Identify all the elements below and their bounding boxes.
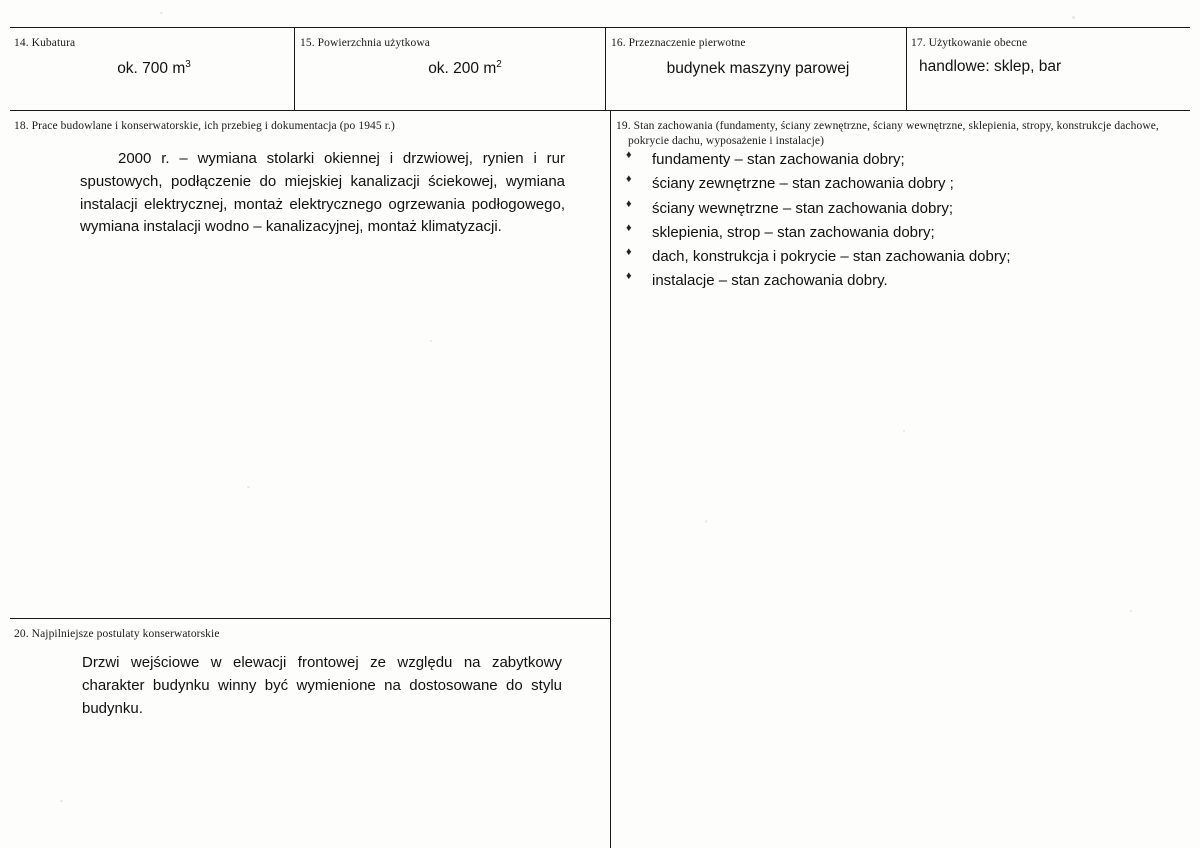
field-18-number: 18. <box>14 120 29 132</box>
divider-left-right-column <box>610 110 611 848</box>
list-item: ♦ instalacje – stan zachowania dobry. <box>616 269 1176 293</box>
field-20-number: 20. <box>14 628 29 640</box>
field-14-value-text: ok. 700 m <box>117 60 186 78</box>
field-17-label-text: Użytkowanie obecne <box>928 37 1028 49</box>
list-item: ♦ dach, konstrukcja i pokrycie – stan zachowania dobry; <box>616 245 1176 269</box>
list-item: ♦ ściany wewnętrzne – stan zachowania dobry; <box>616 197 1176 221</box>
field-15-number: 15. <box>300 37 315 49</box>
field-20-label <box>14 627 574 641</box>
list-item: ♦ sklepienia, strop – stan zachowania dobry; <box>616 221 1176 245</box>
field-17-number: 17. <box>911 37 926 49</box>
field-14-label <box>14 36 75 50</box>
field-18-label-text: Prace budowlane i konserwatorskie, ich przebieg i dokumentacja (po 1945 r.) <box>31 120 395 132</box>
field-19-label-line2: pokrycie dachu, wyposażenie i instalacje) <box>628 134 825 147</box>
field-19-label-line1: Stan zachowania (fundamenty, ściany zewnętrzne, ściany wewnętrzne, sklepienia, stropy, konstrukcje dachowe, <box>633 120 1159 132</box>
field-16-label <box>611 36 746 50</box>
paper-speckle <box>1130 610 1132 612</box>
field-16-value: budynek maszyny parowej <box>666 60 850 77</box>
paper-speckle <box>903 430 905 432</box>
field-17-value: handlowe: sklep, bar <box>919 58 1062 75</box>
field-20-label-text: Najpilniejsze postulaty konserwatorskie <box>31 628 220 640</box>
field-14-number: 14. <box>14 37 29 49</box>
paper-speckle <box>60 800 63 802</box>
field-15-label-text: Powierzchnia użytkowa <box>317 37 430 49</box>
field-19-label <box>616 119 1176 149</box>
field-20-value: Drzwi wejściowe w elewacji frontowej ze względu na zabytkowy charakter budynku winny być wymienione na dostosowane do stylu budynku. <box>82 654 562 717</box>
field-19-items <box>616 148 1176 294</box>
field-15-value <box>330 58 600 81</box>
field-18-label <box>14 119 594 133</box>
field-14-value <box>24 58 284 81</box>
field-19-number: 19. <box>616 120 631 132</box>
field-16-label-text: Przeznaczenie pierwotne <box>628 37 746 49</box>
list-item: ♦ fundamenty – stan zachowania dobry; <box>616 148 1176 172</box>
list-item: ♦ ściany zewnętrzne – stan zachowania dobry ; <box>616 172 1176 196</box>
field-15-value-exponent: 2 <box>496 59 502 70</box>
field-15-label <box>300 36 430 50</box>
field-14-value-exponent: 3 <box>185 59 191 70</box>
paper-speckle <box>430 340 432 342</box>
paper-speckle <box>247 486 250 488</box>
field-17-label <box>911 36 1027 50</box>
divider-15-16 <box>605 27 606 110</box>
field-14-label-text: Kubatura <box>31 37 76 49</box>
rule-above-field20 <box>10 618 610 619</box>
field-18-value: 2000 r. – wymiana stolarki okiennej i drzwiowej, rynien i rur spustowych, podłączenie do miejskiej kanalizacji ściekowej, wymiana instalacji elektrycznej, montaż elektrycznego ogrzewania podłogowego, wymiana instalacji wodno – kanalizacyjnej, montaż klimatyzacji. <box>80 150 565 236</box>
paper-speckle <box>705 520 707 523</box>
field-15-value-text: ok. 200 m <box>428 60 497 78</box>
paper-speckle <box>1072 16 1075 19</box>
field-16-number: 16. <box>611 37 626 49</box>
paper-speckle <box>160 12 163 14</box>
rule-below-row1 <box>10 110 1190 111</box>
divider-16-17 <box>906 27 907 110</box>
divider-14-15 <box>294 27 295 110</box>
rule-top <box>10 27 1190 28</box>
